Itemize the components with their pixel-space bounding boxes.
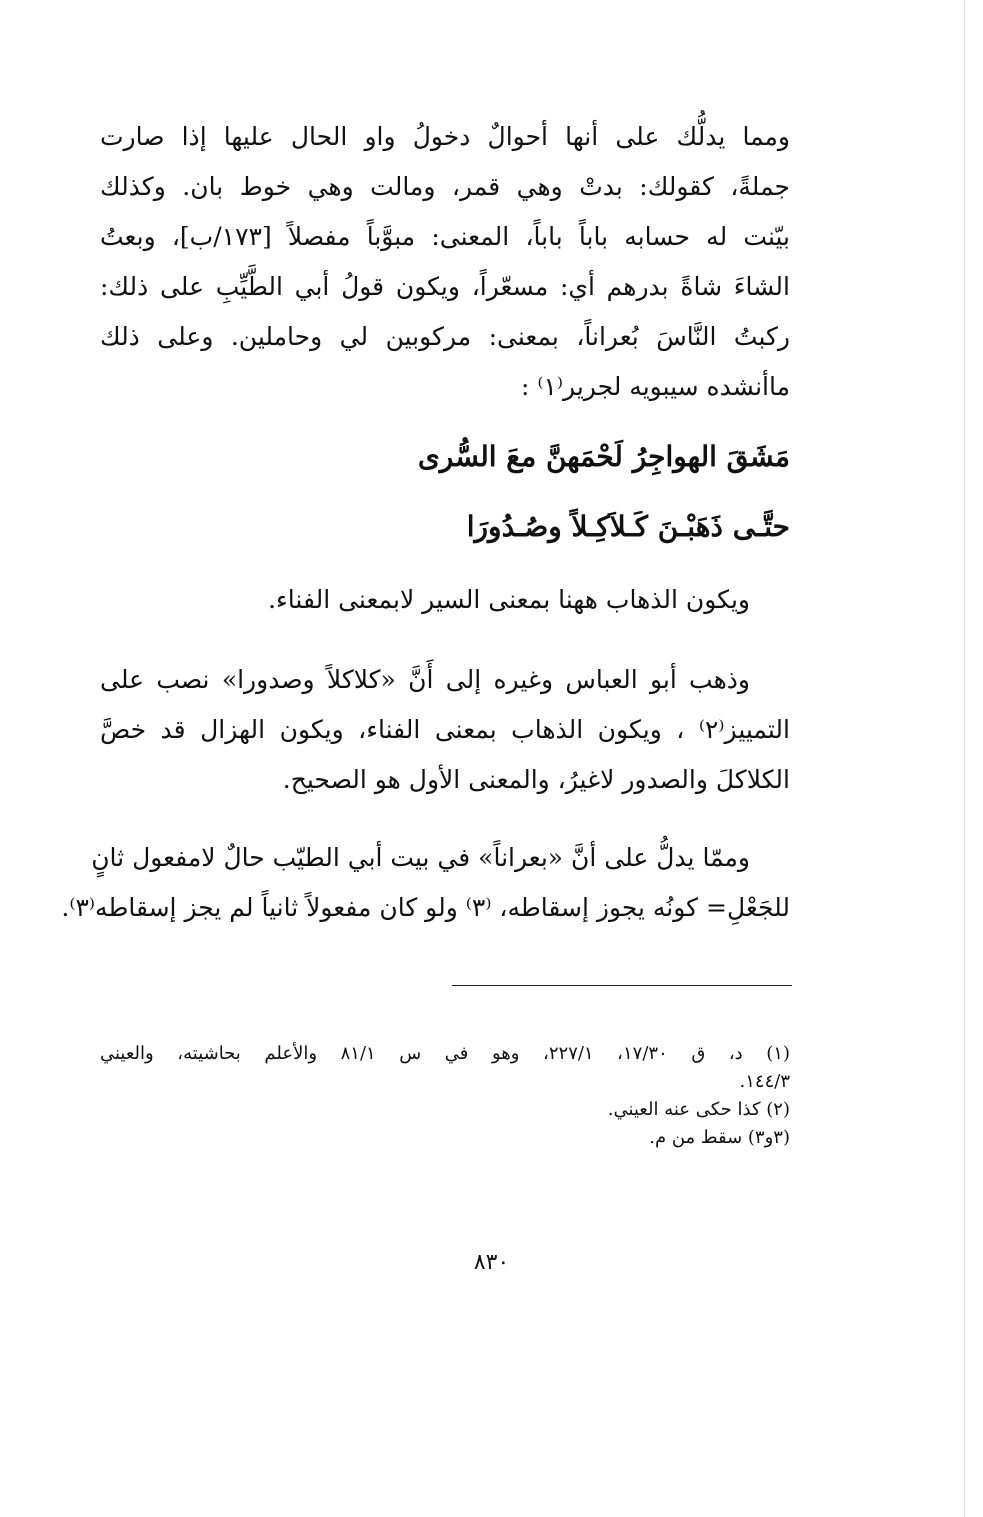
footnote: (٢) كذا حكى عنه العيني. bbox=[607, 1099, 790, 1120]
verse-hemistich-1: مَشَقَ الهواجِرُ لَحْمَهنَّ معَ السُّرى bbox=[417, 440, 790, 473]
text-line: وذهب أبو العباس وغيره إلى أَنَّ «كلاكلاً وصدورا» نصب على bbox=[100, 665, 750, 694]
text-line: التمييز⁽٢⁾ ، ويكون الذهاب بمعنى الفناء، ويكون الهزال قد خصَّ bbox=[100, 715, 790, 744]
text-line: ومما يدلُّك على أنها أحوالٌ دخولُ واو الحال عليها إذا صارت bbox=[100, 122, 790, 151]
paragraph-2 bbox=[100, 575, 790, 625]
text-line: الشاءَ شاةً بدرهم أي: مسعّراً، ويكون قولُ أبي الطَّيِّبِ على ذلك: bbox=[100, 272, 790, 301]
text-line: ويكون الذهاب ههنا بمعنى السير لابمعنى الفناء. bbox=[268, 585, 750, 614]
verse-hemistich-2: حتَّـى ذَهَبْـنَ كَـلاَكِـلاً وصُـدُورَا bbox=[466, 510, 790, 543]
footnote: (٣و٣) سقط من م. bbox=[649, 1127, 790, 1148]
footnote: (١) د، ق ١٧/٣٠، ٢٢٧/١، وهو في س ٨١/١ والأعلم بحاشيته، والعيني bbox=[100, 1043, 790, 1064]
footnotes bbox=[100, 1040, 790, 1152]
text-line: الكلاكلَ والصدور لاغيرُ، والمعنى الأول هو الصحيح. bbox=[282, 765, 790, 794]
text-line: وممّا يدلُّ على أنَّ «بعراناً» في بيت أبي الطيّب حالٌ لامفعول ثانٍ bbox=[91, 843, 750, 872]
text-line: ركبتُ النَّاسَ بُعراناً، بمعنى: مركوبين لي وحاملين. وعلى ذلك bbox=[100, 322, 790, 351]
text-line: جملةً، كقولك: بدتْ وهي قمر، ومالت وهي خوط بان. وكذلك bbox=[100, 172, 790, 201]
text-line: ماأنشده سيبويه لجرير⁽١⁾ : bbox=[520, 372, 790, 401]
scan-edge-line bbox=[964, 0, 965, 1517]
paragraph-4 bbox=[61, 833, 790, 933]
paragraph-1 bbox=[100, 112, 790, 412]
footnote-continuation: ١٤٤/٣. bbox=[739, 1071, 790, 1092]
footnote-separator bbox=[452, 985, 792, 986]
text-line: بيّنت له حسابه باباً باباً، المعنى: مبوَّباً مفصلاً [١٧٣/ب]، وبعتُ bbox=[100, 222, 790, 251]
page-number: ٨٣٠ bbox=[473, 1250, 510, 1275]
paragraph-3 bbox=[100, 655, 790, 805]
text-line: للجَعْلِ= كونُه يجوز إسقاطه، ⁽٣⁾ ولو كان مفعولاً ثانياً لم يجز إسقاطه⁽٣⁾. bbox=[61, 893, 790, 922]
